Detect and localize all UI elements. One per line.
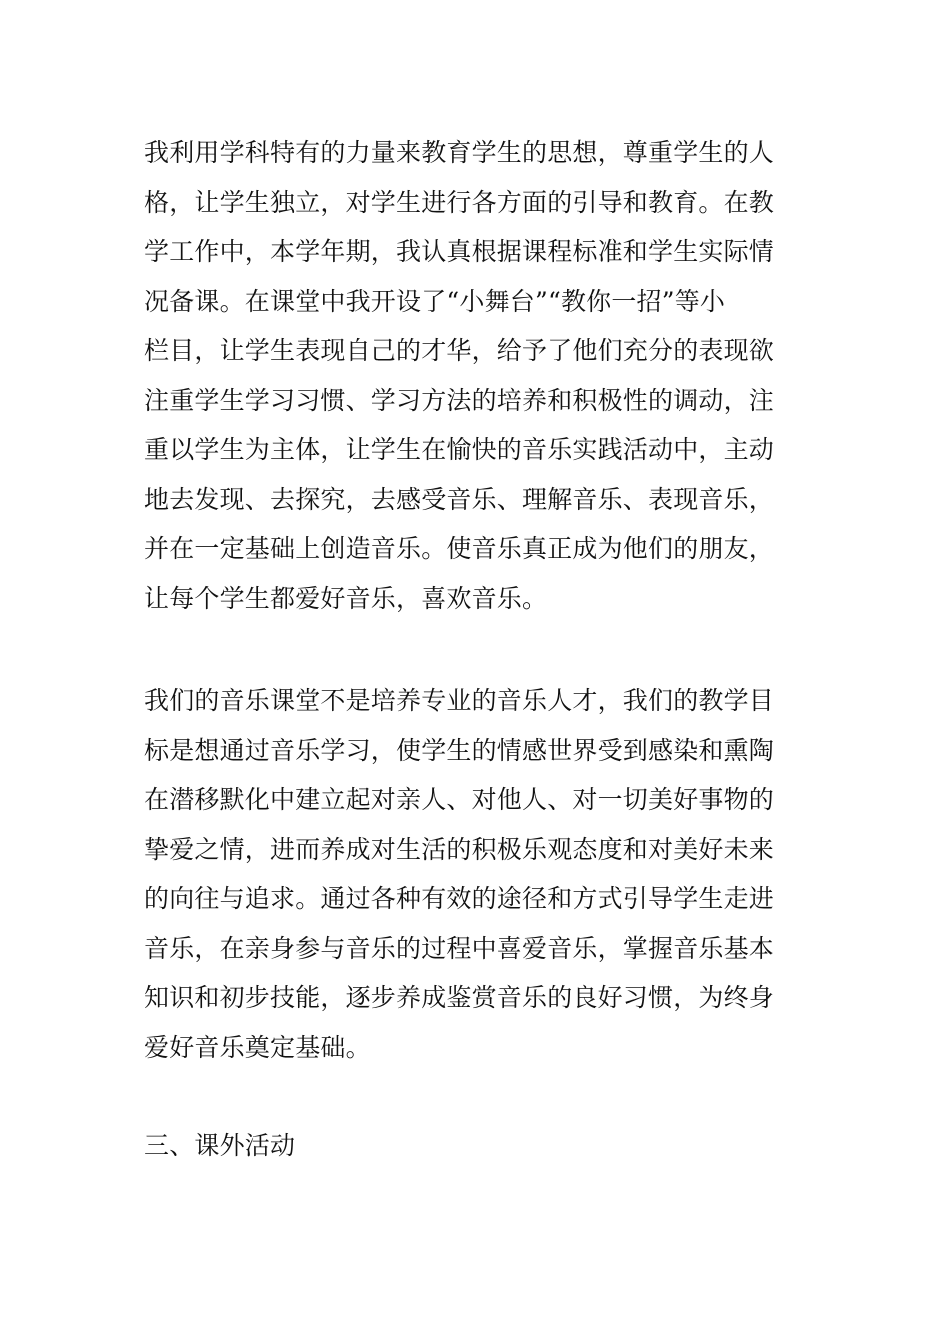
paragraph-line: 我利用学科特有的力量来教育学生的思想，尊重学生的人 xyxy=(144,138,775,167)
paragraph-line: 知识和初步技能，逐步养成鉴赏音乐的良好习惯，为终身 xyxy=(144,983,775,1012)
paragraph-line: 让每个学生都爱好音乐，喜欢音乐。 xyxy=(144,583,548,613)
paragraph-line: 的向往与追求。通过各种有效的途径和方式引导学生走进 xyxy=(144,884,775,913)
paragraph-line: 挚爱之情，进而养成对生活的积极乐观态度和对美好未来 xyxy=(144,834,775,864)
paragraph-line: 音乐，在亲身参与音乐的过程中喜爱音乐，掌握音乐基本 xyxy=(144,933,775,963)
paragraph-teaching-goals xyxy=(144,676,824,1072)
paragraph-line: 况备课。在课堂中我开设了“小舞台”“教你一招”等小 xyxy=(144,286,726,316)
paragraph-line: 学工作中，本学年期，我认真根据课程标准和学生实际情 xyxy=(144,237,775,266)
paragraph-teaching-approach xyxy=(144,128,824,623)
section-heading-extracurricular xyxy=(144,1121,824,1171)
paragraph-line: 栏目，让学生表现自己的才华，给予了他们充分的表现欲 xyxy=(144,336,775,365)
paragraph-line: 并在一定基础上创造音乐。使音乐真正成为他们的朋友， xyxy=(144,534,775,563)
paragraph-line: 在潜移默化中建立起对亲人、对他人、对一切美好事物的 xyxy=(144,785,775,814)
paragraph-line: 地去发现、去探究，去感受音乐、理解音乐、表现音乐， xyxy=(144,484,775,514)
paragraph-line: 我们的音乐课堂不是培养专业的音乐人才，我们的教学目 xyxy=(144,686,775,715)
paragraph-line: 注重学生学习习惯、学习方法的培养和积极性的调动，注 xyxy=(144,385,775,415)
section-heading: 三、课外活动 xyxy=(144,1131,296,1160)
paragraph-line: 标是想通过音乐学习，使学生的情感世界受到感染和熏陶 xyxy=(144,735,775,765)
paragraph-line: 爱好音乐奠定基础。 xyxy=(144,1032,371,1062)
paragraph-line: 格，让学生独立，对学生进行各方面的引导和教育。在教 xyxy=(144,187,775,217)
paragraph-line: 重以学生为主体，让学生在愉快的音乐实践活动中，主动 xyxy=(144,435,775,464)
